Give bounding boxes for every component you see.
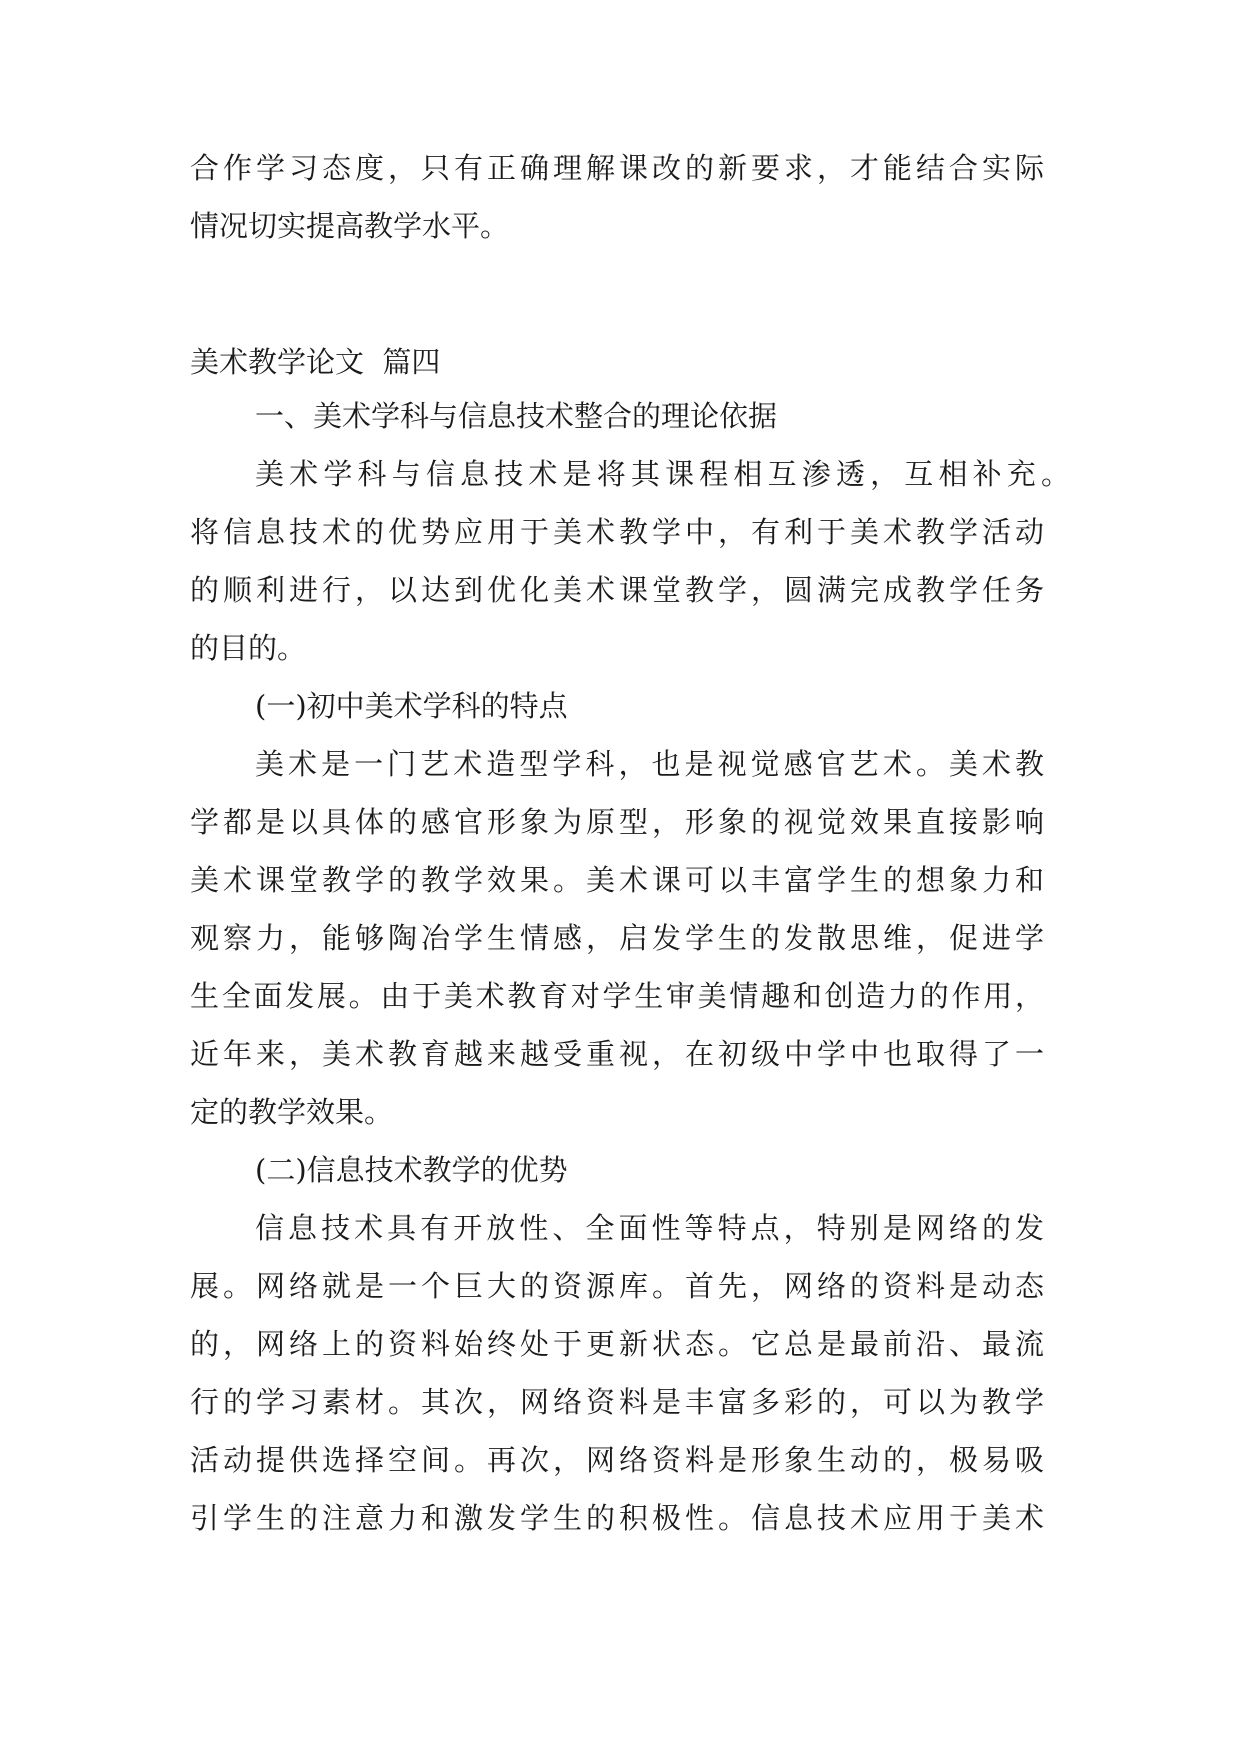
para-2-line-3: 美术课堂教学的教学效果。美术课可以丰富学生的想象力和 bbox=[190, 863, 1044, 897]
subheading-1: (一)初中美术学科的特点 bbox=[255, 689, 568, 723]
para-2-line-1: 美术是一门艺术造型学科，也是视觉感官艺术。美术教 bbox=[255, 747, 1044, 781]
para-3-line-1: 信息技术具有开放性、全面性等特点，特别是网络的发 bbox=[255, 1211, 1044, 1245]
para-1-line-1: 美术学科与信息技术是将其课程相互渗透，互相补充。 bbox=[255, 457, 1070, 491]
subheading-2: (二)信息技术教学的优势 bbox=[255, 1153, 568, 1187]
para-3-line-5: 活动提供选择空间。再次，网络资料是形象生动的，极易吸 bbox=[190, 1443, 1044, 1477]
intro-line-2: 情况切实提高教学水平。 bbox=[190, 209, 510, 243]
para-3-line-4: 行的学习素材。其次，网络资料是丰富多彩的，可以为教学 bbox=[190, 1385, 1044, 1419]
para-3-line-6: 引学生的注意力和激发学生的积极性。信息技术应用于美术 bbox=[190, 1501, 1044, 1535]
para-2-line-6: 近年来，美术教育越来越受重视，在初级中学中也取得了一 bbox=[190, 1037, 1044, 1071]
para-3-line-2: 展。网络就是一个巨大的资源库。首先，网络的资料是动态 bbox=[190, 1269, 1044, 1303]
para-3-line-3: 的，网络上的资料始终处于更新状态。它总是最前沿、最流 bbox=[190, 1327, 1044, 1361]
heading-1: 一、美术学科与信息技术整合的理论依据 bbox=[255, 399, 778, 433]
para-1-line-2: 将信息技术的优势应用于美术教学中，有利于美术教学活动 bbox=[190, 515, 1044, 549]
intro-line-1: 合作学习态度，只有正确理解课改的新要求，才能结合实际 bbox=[190, 151, 1044, 185]
section-title: 美术教学论文 篇四 bbox=[190, 345, 441, 379]
para-2-line-5: 生全面发展。由于美术教育对学生审美情趣和创造力的作用， bbox=[190, 979, 1044, 1013]
para-2-line-2: 学都是以具体的感官形象为原型，形象的视觉效果直接影响 bbox=[190, 805, 1044, 839]
para-2-line-4: 观察力，能够陶冶学生情感，启发学生的发散思维，促进学 bbox=[190, 921, 1044, 955]
para-2-line-7: 定的教学效果。 bbox=[190, 1095, 394, 1129]
para-1-line-3: 的顺利进行，以达到优化美术课堂教学，圆满完成教学任务 bbox=[190, 573, 1044, 607]
para-1-line-4: 的目的。 bbox=[190, 631, 307, 665]
